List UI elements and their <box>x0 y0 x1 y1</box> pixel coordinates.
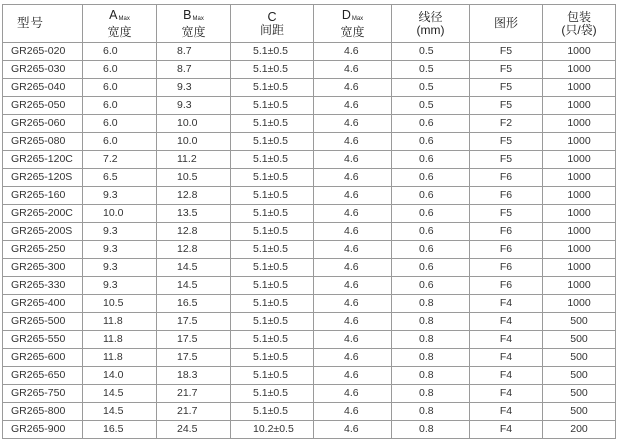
cell-d-width: 4.6 <box>314 313 392 331</box>
table-row <box>3 79 616 97</box>
cell-model: GR265-060 <box>3 115 83 133</box>
table-row <box>3 259 616 277</box>
cell-model: GR265-020 <box>3 43 83 61</box>
cell-packaging: 1000 <box>543 79 616 97</box>
cell-a-width: 10.0 <box>83 205 157 223</box>
table-row <box>3 367 616 385</box>
cell-model: GR265-120S <box>3 169 83 187</box>
cell-d-width: 4.6 <box>314 403 392 421</box>
cell-b-width: 12.8 <box>157 223 231 241</box>
spec-table <box>2 4 616 439</box>
cell-d-width: 4.6 <box>314 241 392 259</box>
header-row <box>3 5 616 43</box>
cell-b-width: 21.7 <box>157 403 231 421</box>
cell-wire-diameter: 0.8 <box>392 331 470 349</box>
cell-model: GR265-160 <box>3 187 83 205</box>
cell-model: GR265-080 <box>3 133 83 151</box>
table-row <box>3 97 616 115</box>
cell-a-width: 10.5 <box>83 295 157 313</box>
header-shape: 图形 <box>470 5 543 43</box>
cell-a-width: 9.3 <box>83 277 157 295</box>
table-row <box>3 295 616 313</box>
cell-d-width: 4.6 <box>314 79 392 97</box>
cell-b-width: 11.2 <box>157 151 231 169</box>
table-row <box>3 187 616 205</box>
cell-shape: F2 <box>470 115 543 133</box>
cell-shape: F4 <box>470 403 543 421</box>
cell-c-pitch: 10.2±0.5 <box>231 421 314 439</box>
cell-a-width: 16.5 <box>83 421 157 439</box>
header-d-width: DMax 宽度 <box>314 5 392 43</box>
cell-a-width: 6.0 <box>83 115 157 133</box>
cell-packaging: 1000 <box>543 295 616 313</box>
cell-wire-diameter: 0.6 <box>392 241 470 259</box>
cell-d-width: 4.6 <box>314 277 392 295</box>
cell-shape: F6 <box>470 187 543 205</box>
cell-shape: F5 <box>470 133 543 151</box>
table-row <box>3 133 616 151</box>
cell-b-width: 18.3 <box>157 367 231 385</box>
cell-packaging: 500 <box>543 403 616 421</box>
cell-wire-diameter: 0.8 <box>392 313 470 331</box>
cell-b-width: 10.5 <box>157 169 231 187</box>
table-row <box>3 313 616 331</box>
cell-wire-diameter: 0.6 <box>392 277 470 295</box>
cell-a-width: 7.2 <box>83 151 157 169</box>
cell-a-width: 14.5 <box>83 385 157 403</box>
cell-shape: F6 <box>470 259 543 277</box>
cell-a-width: 6.0 <box>83 61 157 79</box>
header-wire-diameter: 线径 (mm) <box>392 5 470 43</box>
cell-model: GR265-050 <box>3 97 83 115</box>
cell-b-width: 14.5 <box>157 277 231 295</box>
cell-b-width: 13.5 <box>157 205 231 223</box>
header-packaging: 包装 (只/袋) <box>543 5 616 43</box>
cell-d-width: 4.6 <box>314 115 392 133</box>
cell-shape: F6 <box>470 169 543 187</box>
cell-packaging: 500 <box>543 367 616 385</box>
cell-wire-diameter: 0.6 <box>392 259 470 277</box>
cell-c-pitch: 5.1±0.5 <box>231 367 314 385</box>
cell-c-pitch: 5.1±0.5 <box>231 43 314 61</box>
cell-d-width: 4.6 <box>314 367 392 385</box>
header-b-width: BMax 宽度 <box>157 5 231 43</box>
cell-d-width: 4.6 <box>314 151 392 169</box>
cell-packaging: 1000 <box>543 205 616 223</box>
table-row <box>3 349 616 367</box>
cell-packaging: 1000 <box>543 97 616 115</box>
cell-packaging: 1000 <box>543 223 616 241</box>
cell-c-pitch: 5.1±0.5 <box>231 79 314 97</box>
cell-packaging: 1000 <box>543 115 616 133</box>
cell-a-width: 6.0 <box>83 79 157 97</box>
cell-c-pitch: 5.1±0.5 <box>231 403 314 421</box>
cell-d-width: 4.6 <box>314 169 392 187</box>
cell-model: GR265-300 <box>3 259 83 277</box>
cell-a-width: 6.0 <box>83 43 157 61</box>
cell-model: GR265-200C <box>3 205 83 223</box>
cell-wire-diameter: 0.6 <box>392 223 470 241</box>
cell-packaging: 1000 <box>543 259 616 277</box>
cell-c-pitch: 5.1±0.5 <box>231 349 314 367</box>
cell-packaging: 1000 <box>543 277 616 295</box>
cell-model: GR265-900 <box>3 421 83 439</box>
cell-c-pitch: 5.1±0.5 <box>231 259 314 277</box>
cell-model: GR265-750 <box>3 385 83 403</box>
cell-d-width: 4.6 <box>314 331 392 349</box>
cell-shape: F6 <box>470 241 543 259</box>
cell-c-pitch: 5.1±0.5 <box>231 385 314 403</box>
cell-b-width: 14.5 <box>157 259 231 277</box>
cell-c-pitch: 5.1±0.5 <box>231 187 314 205</box>
cell-wire-diameter: 0.8 <box>392 385 470 403</box>
cell-b-width: 16.5 <box>157 295 231 313</box>
cell-c-pitch: 5.1±0.5 <box>231 61 314 79</box>
cell-c-pitch: 5.1±0.5 <box>231 133 314 151</box>
cell-b-width: 24.5 <box>157 421 231 439</box>
table-row <box>3 61 616 79</box>
cell-shape: F4 <box>470 313 543 331</box>
table-row <box>3 331 616 349</box>
cell-packaging: 1000 <box>543 133 616 151</box>
cell-model: GR265-550 <box>3 331 83 349</box>
cell-model: GR265-800 <box>3 403 83 421</box>
cell-wire-diameter: 0.8 <box>392 403 470 421</box>
cell-wire-diameter: 0.8 <box>392 421 470 439</box>
cell-d-width: 4.6 <box>314 205 392 223</box>
cell-a-width: 9.3 <box>83 187 157 205</box>
cell-a-width: 14.0 <box>83 367 157 385</box>
cell-b-width: 12.8 <box>157 241 231 259</box>
cell-model: GR265-400 <box>3 295 83 313</box>
cell-b-width: 9.3 <box>157 79 231 97</box>
table-row <box>3 205 616 223</box>
cell-b-width: 17.5 <box>157 331 231 349</box>
cell-b-width: 17.5 <box>157 313 231 331</box>
cell-b-width: 21.7 <box>157 385 231 403</box>
cell-packaging: 500 <box>543 331 616 349</box>
cell-shape: F5 <box>470 79 543 97</box>
cell-a-width: 11.8 <box>83 313 157 331</box>
table-row <box>3 43 616 61</box>
cell-shape: F5 <box>470 61 543 79</box>
table-row <box>3 241 616 259</box>
cell-a-width: 11.8 <box>83 331 157 349</box>
cell-wire-diameter: 0.6 <box>392 133 470 151</box>
cell-shape: F6 <box>470 223 543 241</box>
cell-wire-diameter: 0.5 <box>392 43 470 61</box>
cell-model: GR265-120C <box>3 151 83 169</box>
cell-a-width: 6.5 <box>83 169 157 187</box>
cell-c-pitch: 5.1±0.5 <box>231 151 314 169</box>
header-c-pitch: C 间距 <box>231 5 314 43</box>
cell-c-pitch: 5.1±0.5 <box>231 313 314 331</box>
cell-d-width: 4.6 <box>314 295 392 313</box>
cell-wire-diameter: 0.5 <box>392 97 470 115</box>
header-a-width: AMax 宽度 <box>83 5 157 43</box>
cell-wire-diameter: 0.8 <box>392 349 470 367</box>
cell-packaging: 1000 <box>543 169 616 187</box>
cell-wire-diameter: 0.8 <box>392 367 470 385</box>
cell-packaging: 1000 <box>543 151 616 169</box>
cell-a-width: 9.3 <box>83 241 157 259</box>
table-row <box>3 169 616 187</box>
cell-model: GR265-330 <box>3 277 83 295</box>
cell-wire-diameter: 0.6 <box>392 187 470 205</box>
cell-packaging: 1000 <box>543 241 616 259</box>
cell-d-width: 4.6 <box>314 133 392 151</box>
cell-d-width: 4.6 <box>314 223 392 241</box>
cell-wire-diameter: 0.8 <box>392 295 470 313</box>
cell-c-pitch: 5.1±0.5 <box>231 223 314 241</box>
cell-c-pitch: 5.1±0.5 <box>231 97 314 115</box>
table-row <box>3 403 616 421</box>
cell-shape: F5 <box>470 151 543 169</box>
cell-model: GR265-500 <box>3 313 83 331</box>
cell-model: GR265-600 <box>3 349 83 367</box>
cell-wire-diameter: 0.6 <box>392 169 470 187</box>
cell-model: GR265-650 <box>3 367 83 385</box>
cell-a-width: 9.3 <box>83 259 157 277</box>
cell-c-pitch: 5.1±0.5 <box>231 331 314 349</box>
cell-c-pitch: 5.1±0.5 <box>231 295 314 313</box>
cell-shape: F6 <box>470 277 543 295</box>
cell-model: GR265-250 <box>3 241 83 259</box>
cell-shape: F5 <box>470 43 543 61</box>
cell-c-pitch: 5.1±0.5 <box>231 241 314 259</box>
cell-c-pitch: 5.1±0.5 <box>231 277 314 295</box>
cell-a-width: 6.0 <box>83 97 157 115</box>
cell-packaging: 1000 <box>543 187 616 205</box>
cell-shape: F4 <box>470 421 543 439</box>
cell-a-width: 14.5 <box>83 403 157 421</box>
cell-shape: F4 <box>470 331 543 349</box>
cell-model: GR265-030 <box>3 61 83 79</box>
table-row <box>3 115 616 133</box>
cell-d-width: 4.6 <box>314 421 392 439</box>
cell-a-width: 6.0 <box>83 133 157 151</box>
cell-d-width: 4.6 <box>314 259 392 277</box>
cell-d-width: 4.6 <box>314 385 392 403</box>
cell-c-pitch: 5.1±0.5 <box>231 115 314 133</box>
cell-a-width: 11.8 <box>83 349 157 367</box>
cell-b-width: 17.5 <box>157 349 231 367</box>
cell-model: GR265-040 <box>3 79 83 97</box>
cell-wire-diameter: 0.5 <box>392 61 470 79</box>
cell-d-width: 4.6 <box>314 349 392 367</box>
table-row <box>3 223 616 241</box>
cell-a-width: 9.3 <box>83 223 157 241</box>
cell-d-width: 4.6 <box>314 61 392 79</box>
cell-packaging: 500 <box>543 349 616 367</box>
cell-wire-diameter: 0.6 <box>392 151 470 169</box>
cell-d-width: 4.6 <box>314 43 392 61</box>
cell-b-width: 9.3 <box>157 97 231 115</box>
table-row <box>3 385 616 403</box>
cell-wire-diameter: 0.5 <box>392 79 470 97</box>
cell-b-width: 12.8 <box>157 187 231 205</box>
cell-shape: F4 <box>470 295 543 313</box>
cell-b-width: 8.7 <box>157 61 231 79</box>
cell-shape: F4 <box>470 367 543 385</box>
cell-shape: F5 <box>470 97 543 115</box>
header-model: 型号 <box>3 5 83 43</box>
cell-packaging: 1000 <box>543 43 616 61</box>
cell-packaging: 500 <box>543 313 616 331</box>
cell-b-width: 10.0 <box>157 133 231 151</box>
cell-packaging: 1000 <box>543 61 616 79</box>
cell-d-width: 4.6 <box>314 97 392 115</box>
cell-b-width: 8.7 <box>157 43 231 61</box>
table-row <box>3 277 616 295</box>
cell-shape: F4 <box>470 385 543 403</box>
cell-packaging: 500 <box>543 385 616 403</box>
table-row <box>3 421 616 439</box>
cell-wire-diameter: 0.6 <box>392 115 470 133</box>
cell-shape: F4 <box>470 349 543 367</box>
table-row <box>3 151 616 169</box>
cell-packaging: 200 <box>543 421 616 439</box>
cell-d-width: 4.6 <box>314 187 392 205</box>
cell-c-pitch: 5.1±0.5 <box>231 205 314 223</box>
cell-b-width: 10.0 <box>157 115 231 133</box>
cell-c-pitch: 5.1±0.5 <box>231 169 314 187</box>
cell-shape: F5 <box>470 205 543 223</box>
cell-wire-diameter: 0.6 <box>392 205 470 223</box>
cell-model: GR265-200S <box>3 223 83 241</box>
spec-table-body <box>3 43 616 439</box>
